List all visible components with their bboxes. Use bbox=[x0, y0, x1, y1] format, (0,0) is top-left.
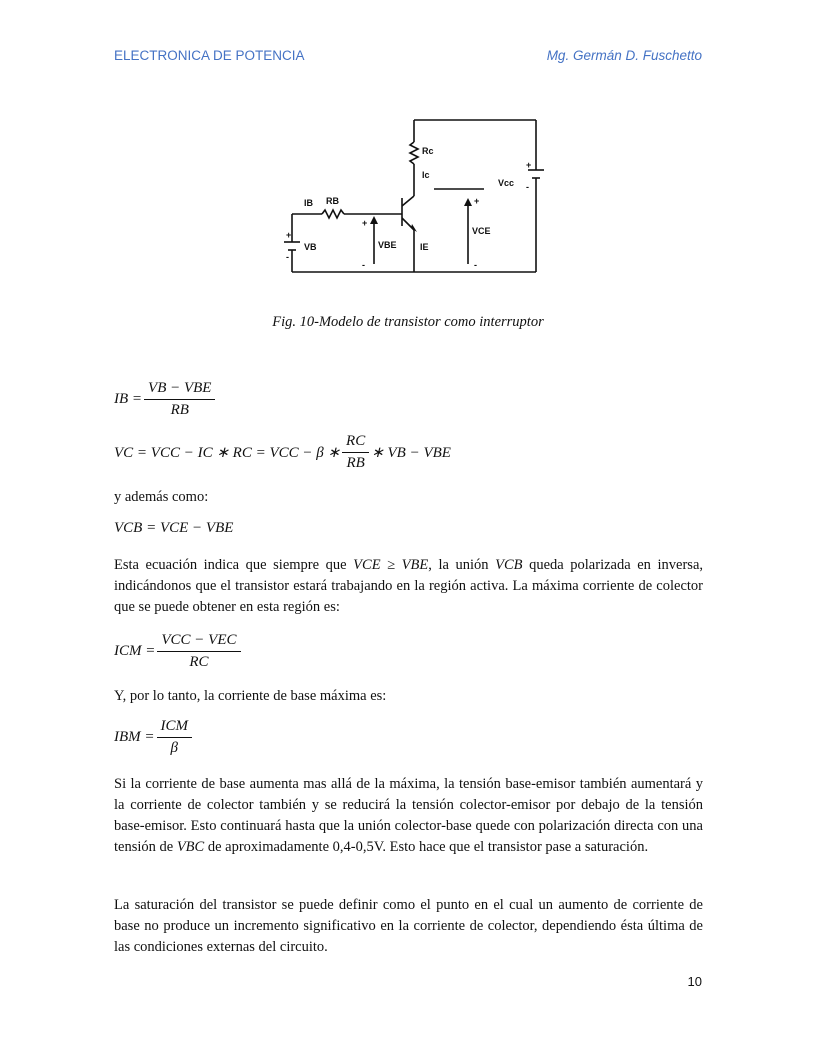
equation-vcb: VCB = VCE − VBE bbox=[114, 520, 234, 536]
paragraph-active-region: Esta ecuación indica que siempre que VCE ≥ VBE, la unión VCB queda polarizada en inversa, indicándonos que el transistor estará trabajando en la región activa. La máxima corriente de colector que se puede obtener en esta región es: bbox=[114, 557, 703, 615]
equation-icm: ICM = $\frac{\text{VCC − VEC}}{RC}$ bbox=[114, 632, 243, 671]
svg-text:Rc: Rc bbox=[422, 146, 434, 156]
svg-text:+: + bbox=[474, 196, 480, 206]
svg-text:-: - bbox=[362, 260, 365, 270]
svg-text:-: - bbox=[474, 260, 477, 270]
svg-text:VCE: VCE bbox=[472, 226, 491, 236]
svg-text:RB: RB bbox=[326, 196, 339, 206]
paragraph-saturation-definition: La saturación del transistor se puede definir como el punto en el cual un aumento de corriente de base no produce un incremento significativo en la corriente de colector, dependiendo ésta última de las condiciones externas del circuito. bbox=[114, 897, 703, 955]
svg-text:+: + bbox=[362, 218, 368, 228]
page-number: 10 bbox=[687, 974, 702, 989]
svg-text:IB: IB bbox=[304, 198, 313, 208]
svg-text:IE: IE bbox=[420, 242, 429, 252]
text-ademas: y además como: bbox=[114, 489, 209, 505]
svg-text:-: - bbox=[286, 252, 289, 262]
paragraph-saturation-onset: Si la corriente de base aumenta mas allá de la máxima, la tensión base-emisor también aumentará y la corriente de colector también y se reducirá la tensión colector-emisor por debajo de la tensión base-emisor. Esto continuará hasta que la unión colector-base quede con polarización directa con una tensión de VBC de aproximadamente 0,4-0,5V. Esto hace que el transistor pase a saturación. bbox=[114, 776, 703, 855]
svg-text:VBE: VBE bbox=[378, 240, 397, 250]
figure-caption: Fig. 10-Modelo de transistor como interruptor bbox=[272, 314, 544, 330]
header-author: Mg. Germán D. Fuschetto bbox=[546, 48, 702, 63]
svg-text:+: + bbox=[286, 230, 292, 240]
transistor-switch-circuit-diagram bbox=[278, 116, 546, 278]
header-title: ELECTRONICA DE POTENCIA bbox=[114, 48, 305, 63]
equation-ibm: IBM = $\frac{\text{ICM}}{\beta}$ bbox=[114, 718, 194, 757]
svg-text:Ic: Ic bbox=[422, 170, 430, 180]
equation-ib: IB = $\frac{\text{VB − VBE}}{RB}$ bbox=[114, 380, 217, 419]
svg-text:Vcc: Vcc bbox=[498, 178, 515, 188]
equation-vc: VC = VCC − IC ∗ RC = VCC − β ∗ $\frac{RC}{RB}$ ∗ VB − VBE bbox=[114, 433, 451, 471]
svg-text:-: - bbox=[526, 182, 529, 192]
text-base-current: Y, por lo tanto, la corriente de base máxima es: bbox=[114, 688, 387, 704]
svg-text:+: + bbox=[526, 160, 532, 170]
svg-text:VB: VB bbox=[304, 242, 317, 252]
